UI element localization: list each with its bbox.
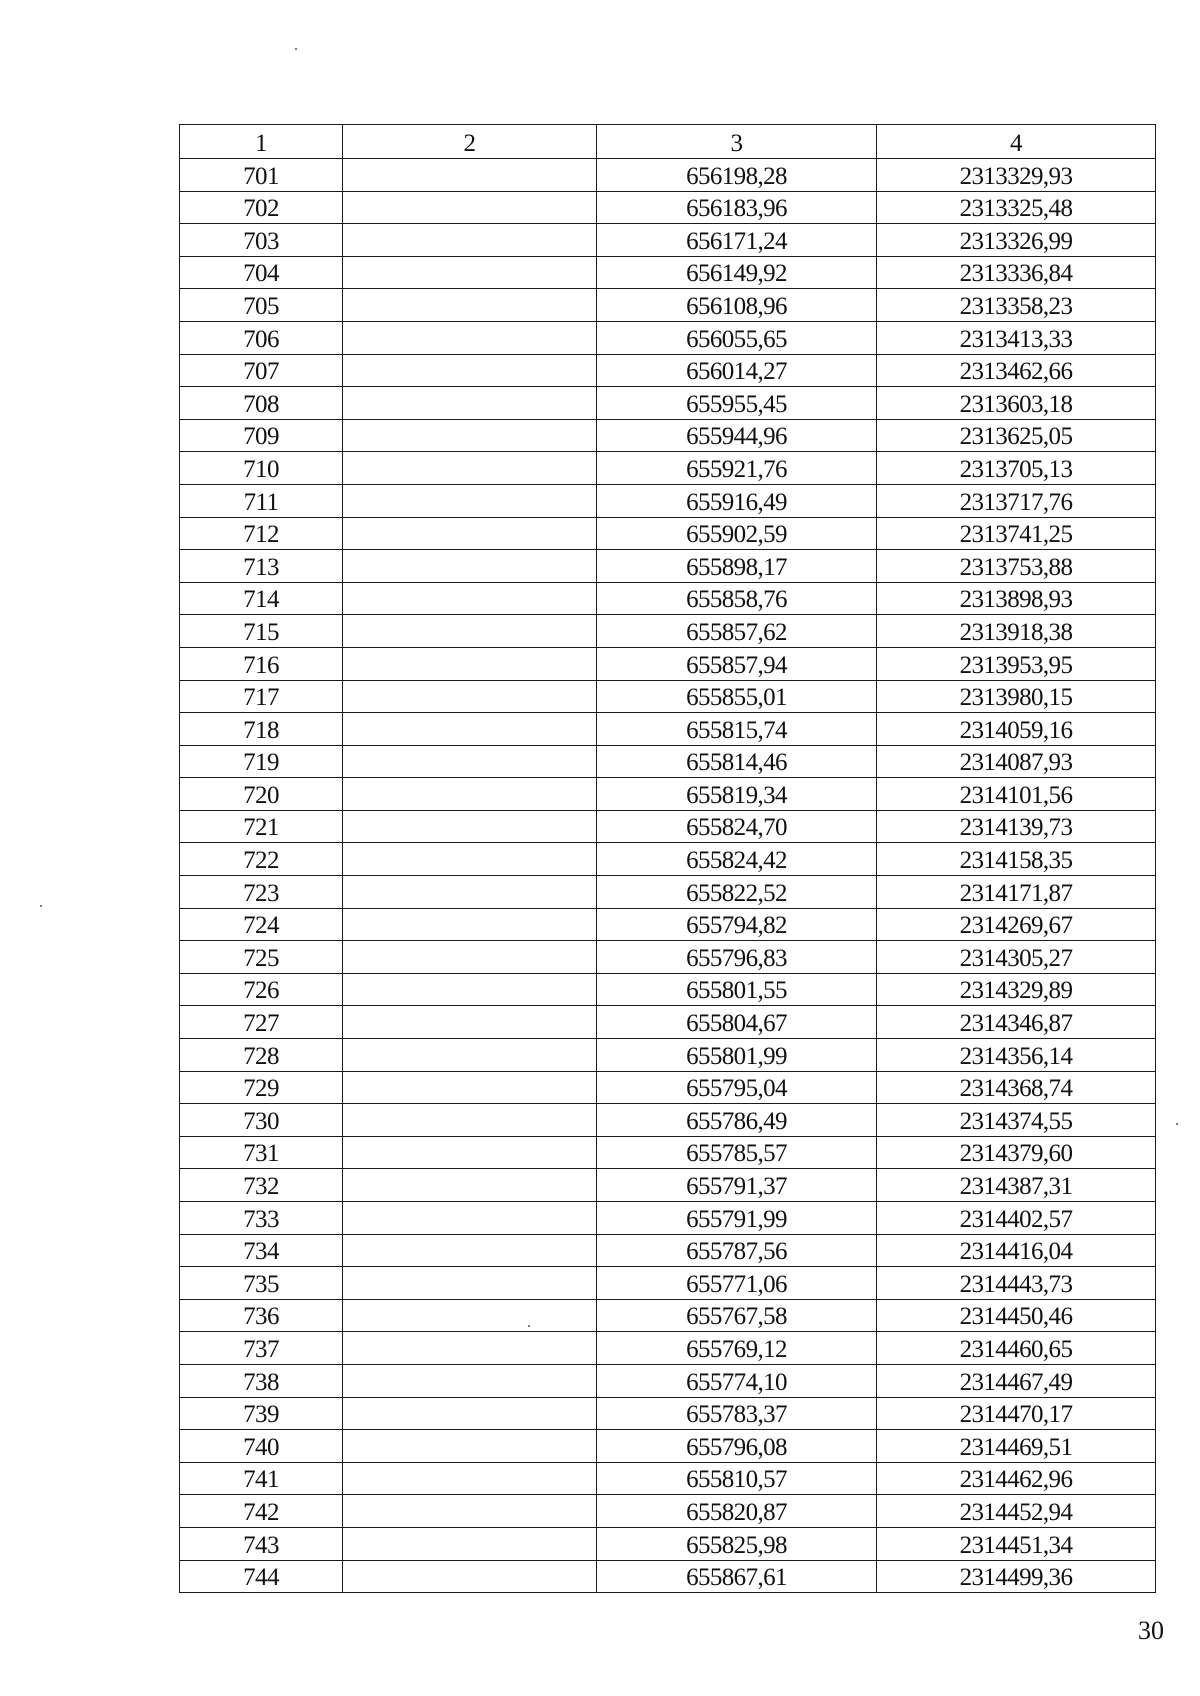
y-coordinate-cell: 2313358,23 bbox=[877, 289, 1156, 322]
y-coordinate-cell: 2314087,93 bbox=[877, 745, 1156, 778]
x-coordinate-cell: 655857,62 bbox=[597, 615, 877, 648]
description-cell bbox=[343, 876, 597, 909]
x-coordinate-cell: 655795,04 bbox=[597, 1071, 877, 1104]
point-number-cell: 732 bbox=[180, 1169, 343, 1202]
description-cell bbox=[343, 1267, 597, 1300]
x-coordinate-cell: 655769,12 bbox=[597, 1332, 877, 1365]
table-row bbox=[180, 1495, 1156, 1528]
table-row bbox=[180, 647, 1156, 680]
y-coordinate-cell: 2314139,73 bbox=[877, 810, 1156, 843]
table-row bbox=[180, 1299, 1156, 1332]
x-coordinate-cell: 656149,92 bbox=[597, 256, 877, 289]
y-coordinate-cell: 2314450,46 bbox=[877, 1299, 1156, 1332]
table-row bbox=[180, 354, 1156, 387]
table-row bbox=[180, 745, 1156, 778]
table-row bbox=[180, 550, 1156, 583]
y-coordinate-cell: 2314470,17 bbox=[877, 1397, 1156, 1430]
x-coordinate-cell: 655783,37 bbox=[597, 1397, 877, 1430]
scan-speck bbox=[40, 905, 42, 907]
description-cell bbox=[343, 224, 597, 257]
y-coordinate-cell: 2314416,04 bbox=[877, 1234, 1156, 1267]
point-number-cell: 703 bbox=[180, 224, 343, 257]
x-coordinate-cell: 655814,46 bbox=[597, 745, 877, 778]
y-coordinate-cell: 2314059,16 bbox=[877, 713, 1156, 746]
point-number-cell: 721 bbox=[180, 810, 343, 843]
x-coordinate-cell: 655771,06 bbox=[597, 1267, 877, 1300]
description-cell bbox=[343, 1202, 597, 1235]
description-cell bbox=[343, 1169, 597, 1202]
description-cell bbox=[343, 1006, 597, 1039]
y-coordinate-cell: 2313741,25 bbox=[877, 517, 1156, 550]
y-coordinate-cell: 2314402,57 bbox=[877, 1202, 1156, 1235]
x-coordinate-cell: 655815,74 bbox=[597, 713, 877, 746]
table-row bbox=[180, 973, 1156, 1006]
point-number-cell: 733 bbox=[180, 1202, 343, 1235]
description-cell bbox=[343, 1527, 597, 1560]
description-cell bbox=[343, 1071, 597, 1104]
table-row bbox=[180, 1560, 1156, 1593]
description-cell bbox=[343, 973, 597, 1006]
x-coordinate-cell: 656055,65 bbox=[597, 321, 877, 354]
y-coordinate-cell: 2313980,15 bbox=[877, 680, 1156, 713]
table-row bbox=[180, 778, 1156, 811]
point-number-cell: 722 bbox=[180, 843, 343, 876]
x-coordinate-cell: 655825,98 bbox=[597, 1527, 877, 1560]
coordinates-table bbox=[179, 124, 1156, 1593]
description-cell bbox=[343, 908, 597, 941]
point-number-cell: 709 bbox=[180, 419, 343, 452]
point-number-cell: 731 bbox=[180, 1136, 343, 1169]
point-number-cell: 706 bbox=[180, 321, 343, 354]
point-number-cell: 705 bbox=[180, 289, 343, 322]
table-row bbox=[180, 1169, 1156, 1202]
x-coordinate-cell: 655867,61 bbox=[597, 1560, 877, 1593]
x-coordinate-cell: 655824,42 bbox=[597, 843, 877, 876]
x-coordinate-cell: 655944,96 bbox=[597, 419, 877, 452]
point-number-cell: 741 bbox=[180, 1462, 343, 1495]
y-coordinate-cell: 2314101,56 bbox=[877, 778, 1156, 811]
table-row bbox=[180, 191, 1156, 224]
table-body bbox=[180, 159, 1156, 1593]
point-number-cell: 708 bbox=[180, 387, 343, 420]
point-number-cell: 726 bbox=[180, 973, 343, 1006]
point-number-cell: 702 bbox=[180, 191, 343, 224]
point-number-cell: 713 bbox=[180, 550, 343, 583]
point-number-cell: 704 bbox=[180, 256, 343, 289]
description-cell bbox=[343, 517, 597, 550]
description-cell bbox=[343, 289, 597, 322]
table-row bbox=[180, 484, 1156, 517]
description-cell bbox=[343, 713, 597, 746]
column-header-3: 3 bbox=[597, 125, 877, 159]
header-row bbox=[180, 125, 1156, 159]
x-coordinate-cell: 655921,76 bbox=[597, 452, 877, 485]
table-row bbox=[180, 256, 1156, 289]
y-coordinate-cell: 2314499,36 bbox=[877, 1560, 1156, 1593]
description-cell bbox=[343, 843, 597, 876]
y-coordinate-cell: 2313717,76 bbox=[877, 484, 1156, 517]
y-coordinate-cell: 2314451,34 bbox=[877, 1527, 1156, 1560]
x-coordinate-cell: 656183,96 bbox=[597, 191, 877, 224]
point-number-cell: 744 bbox=[180, 1560, 343, 1593]
description-cell bbox=[343, 941, 597, 974]
description-cell bbox=[343, 1495, 597, 1528]
point-number-cell: 739 bbox=[180, 1397, 343, 1430]
scan-speck bbox=[528, 1325, 530, 1327]
y-coordinate-cell: 2314452,94 bbox=[877, 1495, 1156, 1528]
description-cell bbox=[343, 452, 597, 485]
y-coordinate-cell: 2313325,48 bbox=[877, 191, 1156, 224]
table-row bbox=[180, 680, 1156, 713]
point-number-cell: 720 bbox=[180, 778, 343, 811]
description-cell bbox=[343, 1234, 597, 1267]
point-number-cell: 723 bbox=[180, 876, 343, 909]
description-cell bbox=[343, 321, 597, 354]
description-cell bbox=[343, 647, 597, 680]
table-row bbox=[180, 321, 1156, 354]
point-number-cell: 737 bbox=[180, 1332, 343, 1365]
y-coordinate-cell: 2313413,33 bbox=[877, 321, 1156, 354]
point-number-cell: 718 bbox=[180, 713, 343, 746]
description-cell bbox=[343, 159, 597, 192]
scan-speck bbox=[1176, 1123, 1178, 1125]
y-coordinate-cell: 2314368,74 bbox=[877, 1071, 1156, 1104]
description-cell bbox=[343, 1332, 597, 1365]
table-row bbox=[180, 1234, 1156, 1267]
y-coordinate-cell: 2313753,88 bbox=[877, 550, 1156, 583]
table-row bbox=[180, 1202, 1156, 1235]
description-cell bbox=[343, 1462, 597, 1495]
description-cell bbox=[343, 1397, 597, 1430]
point-number-cell: 734 bbox=[180, 1234, 343, 1267]
x-coordinate-cell: 655796,83 bbox=[597, 941, 877, 974]
description-cell bbox=[343, 810, 597, 843]
point-number-cell: 717 bbox=[180, 680, 343, 713]
x-coordinate-cell: 655822,52 bbox=[597, 876, 877, 909]
description-cell bbox=[343, 256, 597, 289]
x-coordinate-cell: 655796,08 bbox=[597, 1430, 877, 1463]
point-number-cell: 735 bbox=[180, 1267, 343, 1300]
table-row bbox=[180, 1462, 1156, 1495]
description-cell bbox=[343, 1136, 597, 1169]
table-row bbox=[180, 1104, 1156, 1137]
x-coordinate-cell: 655791,99 bbox=[597, 1202, 877, 1235]
x-coordinate-cell: 656171,24 bbox=[597, 224, 877, 257]
x-coordinate-cell: 655801,99 bbox=[597, 1039, 877, 1072]
table-row bbox=[180, 876, 1156, 909]
point-number-cell: 740 bbox=[180, 1430, 343, 1463]
point-number-cell: 712 bbox=[180, 517, 343, 550]
x-coordinate-cell: 655791,37 bbox=[597, 1169, 877, 1202]
description-cell bbox=[343, 680, 597, 713]
table-row bbox=[180, 1267, 1156, 1300]
table-row bbox=[180, 159, 1156, 192]
table-row bbox=[180, 615, 1156, 648]
table-row bbox=[180, 1039, 1156, 1072]
x-coordinate-cell: 655855,01 bbox=[597, 680, 877, 713]
x-coordinate-cell: 655820,87 bbox=[597, 1495, 877, 1528]
x-coordinate-cell: 655786,49 bbox=[597, 1104, 877, 1137]
point-number-cell: 738 bbox=[180, 1364, 343, 1397]
table-row bbox=[180, 419, 1156, 452]
point-number-cell: 727 bbox=[180, 1006, 343, 1039]
description-cell bbox=[343, 778, 597, 811]
column-header-4: 4 bbox=[877, 125, 1156, 159]
point-number-cell: 716 bbox=[180, 647, 343, 680]
description-cell bbox=[343, 582, 597, 615]
y-coordinate-cell: 2313603,18 bbox=[877, 387, 1156, 420]
y-coordinate-cell: 2314387,31 bbox=[877, 1169, 1156, 1202]
description-cell bbox=[343, 1299, 597, 1332]
table-row bbox=[180, 843, 1156, 876]
description-cell bbox=[343, 1430, 597, 1463]
y-coordinate-cell: 2313625,05 bbox=[877, 419, 1156, 452]
y-coordinate-cell: 2313329,93 bbox=[877, 159, 1156, 192]
y-coordinate-cell: 2314158,35 bbox=[877, 843, 1156, 876]
y-coordinate-cell: 2314467,49 bbox=[877, 1364, 1156, 1397]
table-row bbox=[180, 1006, 1156, 1039]
x-coordinate-cell: 655898,17 bbox=[597, 550, 877, 583]
y-coordinate-cell: 2314469,51 bbox=[877, 1430, 1156, 1463]
y-coordinate-cell: 2313898,93 bbox=[877, 582, 1156, 615]
y-coordinate-cell: 2313705,13 bbox=[877, 452, 1156, 485]
page-number: 30 bbox=[1138, 1616, 1164, 1645]
y-coordinate-cell: 2314269,67 bbox=[877, 908, 1156, 941]
y-coordinate-cell: 2313953,95 bbox=[877, 647, 1156, 680]
table-row bbox=[180, 810, 1156, 843]
description-cell bbox=[343, 1560, 597, 1593]
x-coordinate-cell: 655794,82 bbox=[597, 908, 877, 941]
y-coordinate-cell: 2313326,99 bbox=[877, 224, 1156, 257]
x-coordinate-cell: 656198,28 bbox=[597, 159, 877, 192]
x-coordinate-cell: 656014,27 bbox=[597, 354, 877, 387]
point-number-cell: 701 bbox=[180, 159, 343, 192]
y-coordinate-cell: 2314374,55 bbox=[877, 1104, 1156, 1137]
description-cell bbox=[343, 550, 597, 583]
description-cell bbox=[343, 354, 597, 387]
table-row bbox=[180, 1332, 1156, 1365]
y-coordinate-cell: 2313336,84 bbox=[877, 256, 1156, 289]
point-number-cell: 725 bbox=[180, 941, 343, 974]
table-row bbox=[180, 517, 1156, 550]
point-number-cell: 724 bbox=[180, 908, 343, 941]
y-coordinate-cell: 2314356,14 bbox=[877, 1039, 1156, 1072]
y-coordinate-cell: 2314171,87 bbox=[877, 876, 1156, 909]
point-number-cell: 729 bbox=[180, 1071, 343, 1104]
x-coordinate-cell: 655767,58 bbox=[597, 1299, 877, 1332]
point-number-cell: 743 bbox=[180, 1527, 343, 1560]
x-coordinate-cell: 655857,94 bbox=[597, 647, 877, 680]
table-row bbox=[180, 387, 1156, 420]
y-coordinate-cell: 2314460,65 bbox=[877, 1332, 1156, 1365]
y-coordinate-cell: 2314305,27 bbox=[877, 941, 1156, 974]
table-row bbox=[180, 224, 1156, 257]
table-row bbox=[180, 582, 1156, 615]
point-number-cell: 736 bbox=[180, 1299, 343, 1332]
y-coordinate-cell: 2314329,89 bbox=[877, 973, 1156, 1006]
x-coordinate-cell: 655902,59 bbox=[597, 517, 877, 550]
x-coordinate-cell: 655785,57 bbox=[597, 1136, 877, 1169]
y-coordinate-cell: 2314346,87 bbox=[877, 1006, 1156, 1039]
column-header-2: 2 bbox=[343, 125, 597, 159]
description-cell bbox=[343, 1364, 597, 1397]
table-row bbox=[180, 1136, 1156, 1169]
table-row bbox=[180, 289, 1156, 322]
x-coordinate-cell: 655810,57 bbox=[597, 1462, 877, 1495]
table-row bbox=[180, 1071, 1156, 1104]
y-coordinate-cell: 2314379,60 bbox=[877, 1136, 1156, 1169]
description-cell bbox=[343, 745, 597, 778]
table-row bbox=[180, 1527, 1156, 1560]
table-row bbox=[180, 713, 1156, 746]
x-coordinate-cell: 655787,56 bbox=[597, 1234, 877, 1267]
description-cell bbox=[343, 387, 597, 420]
point-number-cell: 715 bbox=[180, 615, 343, 648]
point-number-cell: 730 bbox=[180, 1104, 343, 1137]
description-cell bbox=[343, 484, 597, 517]
x-coordinate-cell: 656108,96 bbox=[597, 289, 877, 322]
description-cell bbox=[343, 1104, 597, 1137]
table-row bbox=[180, 1364, 1156, 1397]
point-number-cell: 711 bbox=[180, 484, 343, 517]
point-number-cell: 714 bbox=[180, 582, 343, 615]
x-coordinate-cell: 655774,10 bbox=[597, 1364, 877, 1397]
point-number-cell: 742 bbox=[180, 1495, 343, 1528]
x-coordinate-cell: 655819,34 bbox=[597, 778, 877, 811]
y-coordinate-cell: 2313462,66 bbox=[877, 354, 1156, 387]
x-coordinate-cell: 655801,55 bbox=[597, 973, 877, 1006]
y-coordinate-cell: 2314462,96 bbox=[877, 1462, 1156, 1495]
x-coordinate-cell: 655804,67 bbox=[597, 1006, 877, 1039]
x-coordinate-cell: 655824,70 bbox=[597, 810, 877, 843]
description-cell bbox=[343, 1039, 597, 1072]
y-coordinate-cell: 2313918,38 bbox=[877, 615, 1156, 648]
column-header-1: 1 bbox=[180, 125, 343, 159]
point-number-cell: 728 bbox=[180, 1039, 343, 1072]
description-cell bbox=[343, 615, 597, 648]
table-row bbox=[180, 941, 1156, 974]
point-number-cell: 719 bbox=[180, 745, 343, 778]
point-number-cell: 707 bbox=[180, 354, 343, 387]
x-coordinate-cell: 655955,45 bbox=[597, 387, 877, 420]
table-row bbox=[180, 452, 1156, 485]
table-row bbox=[180, 1397, 1156, 1430]
description-cell bbox=[343, 191, 597, 224]
table-header bbox=[180, 125, 1156, 159]
table-row bbox=[180, 1430, 1156, 1463]
description-cell bbox=[343, 419, 597, 452]
point-number-cell: 710 bbox=[180, 452, 343, 485]
x-coordinate-cell: 655916,49 bbox=[597, 484, 877, 517]
table-row bbox=[180, 908, 1156, 941]
y-coordinate-cell: 2314443,73 bbox=[877, 1267, 1156, 1300]
scan-speck bbox=[295, 48, 297, 50]
x-coordinate-cell: 655858,76 bbox=[597, 582, 877, 615]
